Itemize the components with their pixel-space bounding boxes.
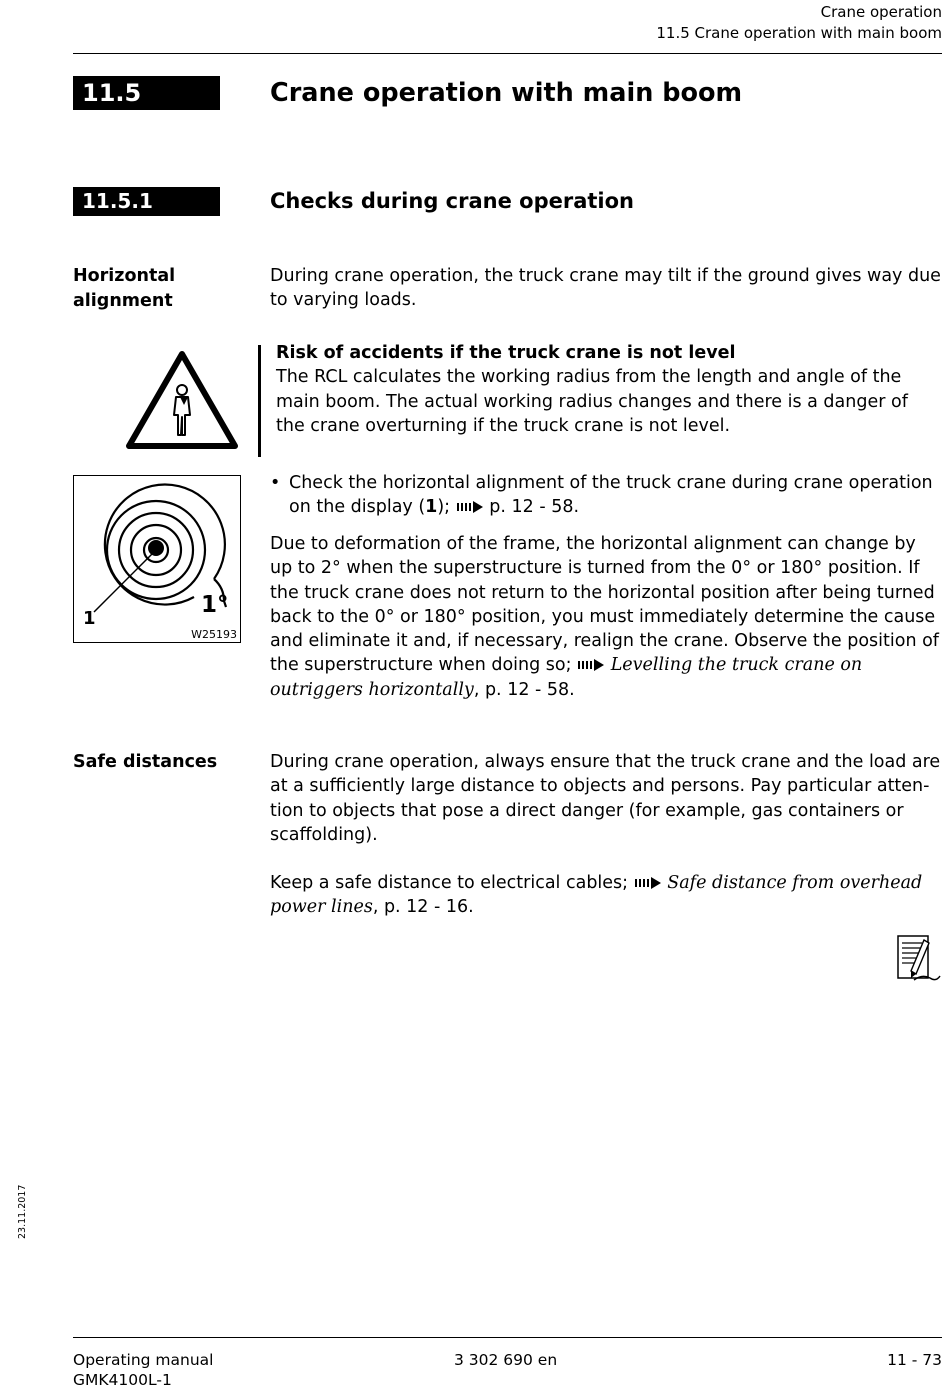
running-header xyxy=(656,2,942,44)
bullet-page-ref[interactable]: p. 12 - 58. xyxy=(489,497,580,518)
header-chapter: Crane operation xyxy=(820,3,942,21)
bullet-callout-ref: 1 xyxy=(425,497,438,518)
footer-manual-label: Operating manual xyxy=(73,1351,214,1369)
footer-left xyxy=(73,1350,213,1390)
notes-document-icon xyxy=(896,934,942,984)
bullet-text: Check the horizontal alignment of the truck crane during crane operation on the display (1); p. 12 - 58. xyxy=(289,473,933,518)
section-number-box xyxy=(73,76,220,110)
level-indicator-figure xyxy=(73,475,241,643)
safe-distances-label: Safe distances xyxy=(73,752,218,772)
horizontal-alignment-label-line1: Horizontal xyxy=(73,266,176,286)
subsection-title: Checks during crane operation xyxy=(270,189,634,213)
horizontal-alignment-intro: During crane operation, the truck crane may tilt if the ground gives way due to varying loads. xyxy=(270,266,941,311)
levelling-link[interactable]: Levelling the truck crane on outriggers horizontally xyxy=(270,655,863,700)
person-warning-triangle-icon xyxy=(124,349,240,451)
horizontal-alignment-label xyxy=(73,264,175,313)
footer-page-number: 11 - 73 xyxy=(887,1351,942,1369)
figure-callout: 1 xyxy=(83,608,96,629)
subsection-number-box xyxy=(73,187,220,216)
reference-arrow-icon xyxy=(634,876,662,890)
subsection-number: 11.5.1 xyxy=(82,189,153,213)
bullet-dot: • xyxy=(270,473,281,493)
figure-code: W25193 xyxy=(191,628,237,641)
section-title: Crane operation with main boom xyxy=(270,78,743,108)
header-section: 11.5 Crane operation with main boom xyxy=(656,24,942,42)
warning-block xyxy=(276,341,942,438)
header-rule xyxy=(73,53,942,54)
horizontal-alignment-label-line2: alignment xyxy=(73,290,173,311)
reference-arrow-icon xyxy=(577,658,605,672)
safe-distances-paragraph: During crane operation, always ensure that the truck crane and the load are at a sufficiently large distance to objects and persons. Pay particular atten-tion to objects that pose a direct danger (for example, gas containers or scaffolding). xyxy=(270,752,941,845)
figure-degree-label: 1° xyxy=(201,592,229,618)
list-item xyxy=(270,471,942,520)
warning-body: The RCL calculates the working radius from the length and angle of the main boom. The actual working radius changes and there is a danger of the crane overturning if the truck crane is not level. xyxy=(276,367,908,436)
footer-model: GMK4100L-1 xyxy=(73,1371,172,1389)
overhead-lines-link[interactable]: Safe distance from overhead power lines xyxy=(270,873,923,918)
electrical-cables-paragraph: Keep a safe distance to electrical cables; Safe distance from overhead power lines, p. 12 - 16. xyxy=(270,873,923,918)
reference-arrow-icon xyxy=(456,500,484,514)
footer-document-number: 3 302 690 en xyxy=(454,1351,558,1369)
deformation-paragraph: Due to deformation of the frame, the horizontal alignment can change by up to 2° when the superstructure is turned from the 0° or 180° position. If the truck crane does not return to the horizontal position after being turned back to the 0° or 180° position, you must immediately determine the cause and eliminate it and, if necessary, realign the crane. Observe the position of the superstructure when doing so; Levelling the truck crane on outriggers horizontally, p. 12 - 58. xyxy=(270,534,939,700)
warning-bar xyxy=(258,345,261,457)
warning-title: Risk of accidents if the truck crane is not level xyxy=(276,343,736,363)
section-number: 11.5 xyxy=(82,79,142,107)
side-date: 23.11.2017 xyxy=(17,1184,28,1239)
footer-rule xyxy=(73,1337,942,1338)
